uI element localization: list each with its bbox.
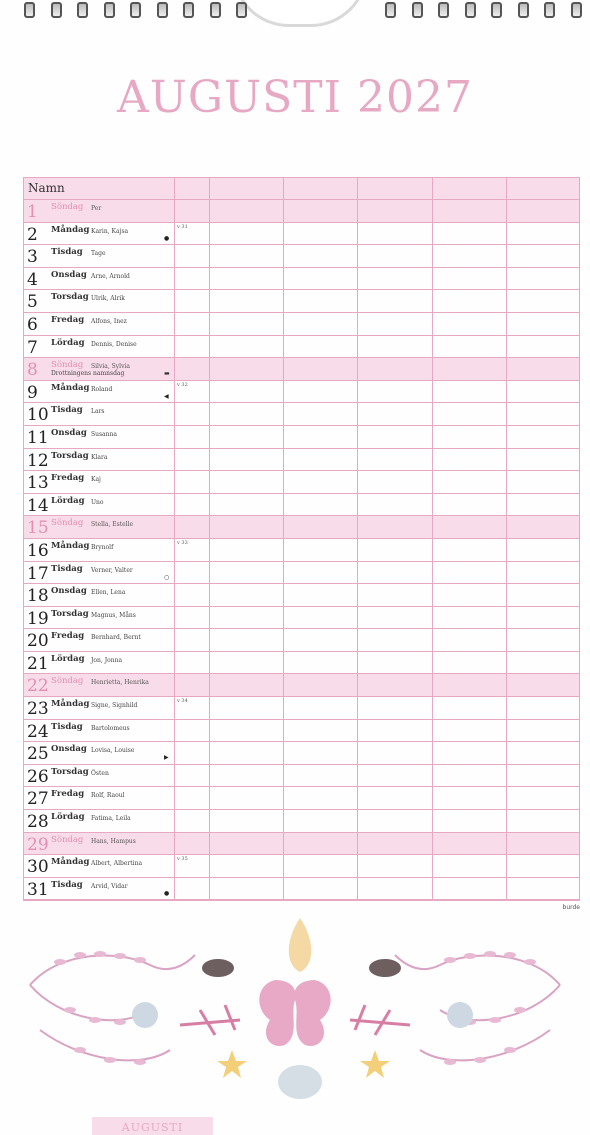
- binding-ring: [544, 2, 555, 18]
- week-number: v 32: [177, 381, 188, 388]
- day-number: 18: [27, 586, 49, 607]
- weekday-label: Fredag: [51, 473, 85, 484]
- week-number: v 34: [177, 698, 188, 705]
- name-day-names: Stella, Estelle: [91, 521, 134, 529]
- day-number: 31: [27, 879, 49, 900]
- day-row: [24, 878, 579, 901]
- weekday-label: Söndag: [51, 202, 84, 212]
- day-row: [24, 516, 579, 539]
- weekday-label: Måndag: [51, 382, 90, 393]
- name-day-names: Signe, Signhild: [91, 702, 138, 710]
- weekday-label: Onsdag: [51, 586, 87, 597]
- name-day-names: Arvid, Vidar: [91, 882, 128, 890]
- binding-ring: [571, 2, 582, 18]
- name-day-names: Östen: [91, 769, 109, 777]
- day-number: 30: [27, 857, 49, 878]
- binding-ring: [210, 2, 221, 18]
- day-number: 24: [27, 721, 49, 742]
- day-number: 17: [27, 563, 49, 584]
- day-number: 2: [27, 224, 38, 245]
- binding-ring: [24, 2, 35, 18]
- weekday-label: Lördag: [51, 812, 85, 823]
- weekday-label: Tisdag: [51, 879, 83, 890]
- week-number: v 31: [177, 223, 188, 230]
- weekday-label: Lördag: [51, 495, 85, 506]
- moon-phase-icon: ◀: [164, 392, 169, 400]
- name-day-names: Susanna: [91, 430, 117, 438]
- day-number: 12: [27, 450, 49, 471]
- name-day-names: Ulrik, Alrik: [91, 295, 125, 303]
- name-day-names: Verner, Valter: [91, 566, 133, 574]
- weekday-label: Måndag: [51, 857, 90, 868]
- moon-phase-icon: ▶: [164, 754, 169, 762]
- weekday-label: Torsdag: [51, 292, 89, 303]
- column-divider: [209, 178, 210, 900]
- day-number: 4: [27, 269, 38, 290]
- day-row: [24, 313, 579, 336]
- day-row: [24, 562, 579, 585]
- day-row: [24, 403, 579, 426]
- day-row: [24, 833, 579, 856]
- name-day-names: Kaj: [91, 476, 101, 484]
- day-row: [24, 268, 579, 291]
- day-number: 13: [27, 473, 49, 494]
- day-row: [24, 810, 579, 833]
- day-row: [24, 336, 579, 359]
- day-row: [24, 855, 579, 878]
- day-row: [24, 787, 579, 810]
- weekday-label: Måndag: [51, 699, 90, 710]
- day-number: 16: [27, 540, 49, 561]
- month-title: AUGUSTI 2027: [117, 72, 473, 123]
- binding-ring: [412, 2, 423, 18]
- day-number: 6: [27, 314, 38, 335]
- day-number: 7: [27, 337, 38, 358]
- day-row: [24, 720, 579, 743]
- moon-phase-icon: ○: [164, 573, 170, 581]
- day-row: [24, 697, 579, 720]
- name-day-names: Uno: [91, 498, 104, 506]
- day-number: 21: [27, 653, 49, 674]
- name-day-names: Hans, Hampus: [91, 837, 136, 845]
- weekday-label: Lördag: [51, 337, 85, 348]
- name-day-names: Lovisa, Louise: [91, 747, 135, 755]
- day-row: [24, 539, 579, 562]
- column-divider: [283, 178, 284, 900]
- week-number: v 33: [177, 539, 188, 546]
- weekday-label: Måndag: [51, 540, 90, 551]
- weekday-label: Fredag: [51, 314, 85, 325]
- weekday-label: Onsdag: [51, 269, 87, 280]
- flag-icon: ▬: [164, 370, 170, 378]
- binding-ring: [183, 2, 194, 18]
- day-row: [24, 426, 579, 449]
- column-divider: [174, 178, 175, 900]
- weekday-label: Lördag: [51, 653, 85, 664]
- brand-label: burde: [562, 904, 580, 911]
- day-number: 3: [27, 247, 38, 268]
- day-number: 25: [27, 744, 49, 765]
- binding-ring: [518, 2, 529, 18]
- moon-phase-icon: ●: [164, 234, 170, 242]
- day-number: 29: [27, 834, 49, 855]
- day-number: 28: [27, 812, 49, 833]
- hanger-hook: [232, 0, 368, 27]
- weekday-label: Fredag: [51, 789, 85, 800]
- day-number: 14: [27, 495, 49, 516]
- grid-header-row: [24, 178, 579, 200]
- day-row: [24, 245, 579, 268]
- binding-ring: [438, 2, 449, 18]
- week-number: v 35: [177, 856, 188, 863]
- name-day-names: Rolf, Raoul: [91, 792, 125, 800]
- weekday-label: Torsdag: [51, 608, 89, 619]
- name-day-names: Klara: [91, 453, 108, 461]
- day-number: 27: [27, 789, 49, 810]
- spiral-binding: [0, 0, 590, 24]
- name-day-names: Silvia, Sylvia: [91, 363, 130, 371]
- day-row: [24, 742, 579, 765]
- day-number: 8: [27, 360, 38, 381]
- day-number: 5: [27, 292, 38, 313]
- day-number: 15: [27, 518, 49, 539]
- name-day-names: Tage: [91, 250, 106, 258]
- binding-ring: [385, 2, 396, 18]
- name-day-names: Per: [91, 205, 102, 212]
- name-day-names: Albert, Albertina: [91, 860, 143, 868]
- weekday-label: Söndag: [51, 834, 84, 845]
- bottom-month-tab-label: AUGUSTI: [121, 1121, 184, 1134]
- name-day-names: Arne, Arnold: [91, 272, 130, 280]
- day-row: [24, 629, 579, 652]
- weekday-label: Tisdag: [51, 563, 83, 574]
- name-day-names: Brynolf: [91, 543, 114, 551]
- day-row: [24, 290, 579, 313]
- weekday-label: Onsdag: [51, 427, 87, 438]
- binding-ring: [236, 2, 247, 18]
- name-day-names: Alfons, Inez: [91, 317, 127, 325]
- binding-ring: [130, 2, 141, 18]
- holiday-note: Drottningens namnsdag: [51, 370, 125, 378]
- day-row: [24, 449, 579, 472]
- name-day-names: Magnus, Måns: [91, 611, 136, 619]
- column-divider: [357, 178, 358, 900]
- weekday-label: Måndag: [51, 224, 90, 235]
- weekday-label: Tisdag: [51, 405, 83, 416]
- weekday-label: Tisdag: [51, 247, 83, 258]
- day-row: [24, 471, 579, 494]
- name-day-names: Fatima, Leila: [91, 815, 131, 823]
- day-number: 11: [27, 427, 49, 448]
- day-number: 22: [27, 676, 49, 697]
- weekday-label: Torsdag: [51, 450, 89, 461]
- binding-ring: [51, 2, 62, 18]
- weekday-label: Söndag: [51, 676, 84, 687]
- names-column-header: Namn: [28, 181, 65, 195]
- seahorse-illustration: [0, 910, 590, 1110]
- bottom-month-tab: [92, 1117, 213, 1135]
- name-day-names: Roland: [91, 385, 113, 393]
- binding-ring: [77, 2, 88, 18]
- calendar-grid: [23, 177, 580, 901]
- moon-phase-icon: ●: [164, 889, 170, 897]
- binding-ring: [157, 2, 168, 18]
- name-day-names: Bartolomeus: [91, 724, 130, 732]
- day-row: [24, 674, 579, 697]
- weekday-label: Tisdag: [51, 721, 83, 732]
- day-row: [24, 765, 579, 788]
- day-row: [24, 607, 579, 630]
- day-row: [24, 584, 579, 607]
- binding-ring: [491, 2, 502, 18]
- day-number: 23: [27, 699, 49, 720]
- name-day-names: Henrietta, Henrika: [91, 679, 149, 687]
- day-row: [24, 200, 579, 223]
- binding-ring: [104, 2, 115, 18]
- day-row: [24, 494, 579, 517]
- day-row: [24, 652, 579, 675]
- name-day-names: Dennis, Denise: [91, 340, 137, 348]
- day-row: [24, 223, 579, 246]
- name-day-names: Karin, Kajsa: [91, 227, 129, 235]
- weekday-label: Söndag: [51, 360, 84, 371]
- day-number: 9: [27, 382, 38, 403]
- name-day-names: Lars: [91, 408, 105, 416]
- weekday-label: Söndag: [51, 518, 84, 529]
- binding-ring: [465, 2, 476, 18]
- name-day-names: Bernhard, Bernt: [91, 634, 141, 642]
- day-number: 1: [27, 202, 38, 222]
- day-row: [24, 358, 579, 381]
- weekday-label: Onsdag: [51, 744, 87, 755]
- day-number: 20: [27, 631, 49, 652]
- weekday-label: Fredag: [51, 631, 85, 642]
- day-number: 10: [27, 405, 49, 426]
- weekday-label: Torsdag: [51, 766, 89, 777]
- day-number: 26: [27, 766, 49, 787]
- column-divider: [432, 178, 433, 900]
- name-day-names: Ellen, Lena: [91, 589, 126, 597]
- day-row: [24, 381, 579, 404]
- name-day-names: Jon, Jonna: [91, 656, 123, 664]
- column-divider: [506, 178, 507, 900]
- day-number: 19: [27, 608, 49, 629]
